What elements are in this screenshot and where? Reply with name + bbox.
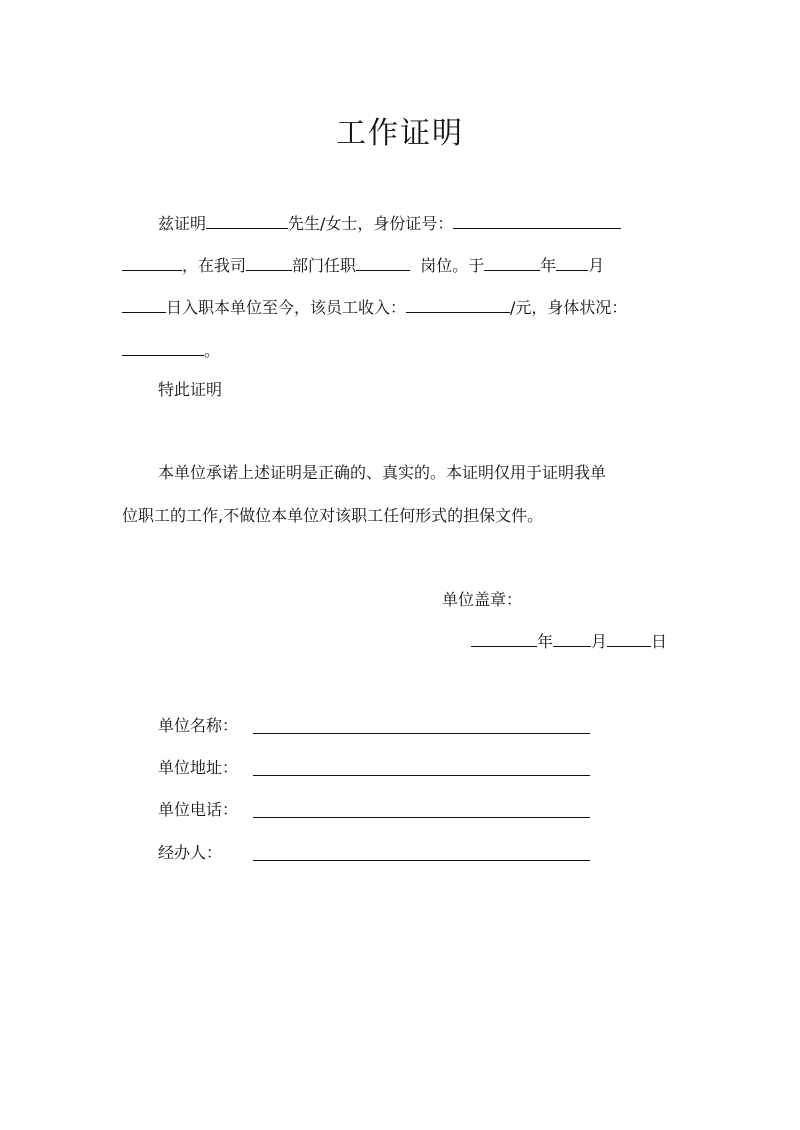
- seal-year-blank[interactable]: [471, 632, 537, 647]
- join-day-blank[interactable]: [122, 298, 166, 313]
- date-line: [471, 632, 667, 652]
- text-yuan-health: /元，身体状况：: [510, 298, 628, 317]
- id-number-blank[interactable]: [453, 214, 621, 229]
- seal-month-blank[interactable]: [553, 632, 591, 647]
- company-address-label: 单位地址：: [158, 758, 239, 777]
- para1-line1: [158, 214, 621, 234]
- company-address-field[interactable]: [253, 775, 590, 776]
- text-date-month: 月: [591, 632, 608, 651]
- company-phone-field[interactable]: [253, 817, 590, 818]
- join-year-blank[interactable]: [484, 256, 540, 271]
- text-department: 部门任职: [292, 256, 357, 275]
- text-date-day: 日: [651, 632, 668, 651]
- text-year: 年: [540, 256, 557, 275]
- text-period: 。: [204, 341, 221, 360]
- text-gender-id: 先生/女士，身份证号：: [288, 214, 454, 233]
- document-title: 工作证明: [336, 116, 464, 151]
- name-blank[interactable]: [206, 214, 288, 229]
- handler-field[interactable]: [253, 860, 590, 861]
- para1-line2: [122, 256, 604, 276]
- para1-line3: [122, 298, 627, 318]
- income-blank[interactable]: [406, 298, 510, 313]
- text-in-company: ，在我司: [182, 256, 247, 275]
- text-certify: 兹证明: [158, 214, 207, 233]
- join-month-blank[interactable]: [556, 256, 588, 271]
- special-note: 特此证明: [158, 380, 223, 399]
- company-name-field[interactable]: [253, 733, 590, 734]
- id-number-cont-blank[interactable]: [122, 256, 182, 271]
- commitment-line1: 本单位承诺上述证明是正确的、真实的。本证明仅用于证明我单: [158, 463, 607, 482]
- text-date-year: 年: [537, 632, 554, 651]
- company-phone-label: 单位电话：: [158, 800, 239, 819]
- commitment-line2: 位职工的工作,不做位本单位对该职工任何形式的担保文件。: [122, 506, 544, 525]
- health-blank[interactable]: [122, 341, 204, 356]
- text-position-since: 岗位。于: [420, 256, 485, 275]
- department-blank[interactable]: [246, 256, 292, 271]
- seal-label: 单位盖章：: [442, 590, 523, 609]
- position-blank[interactable]: [356, 256, 410, 271]
- handler-label: 经办人：: [158, 843, 223, 862]
- text-month: 月: [588, 256, 605, 275]
- seal-day-blank[interactable]: [607, 632, 651, 647]
- text-join-income: 日入职本单位至今，该员工收入：: [166, 298, 407, 317]
- para1-line4: [122, 341, 220, 361]
- company-name-label: 单位名称：: [158, 716, 239, 735]
